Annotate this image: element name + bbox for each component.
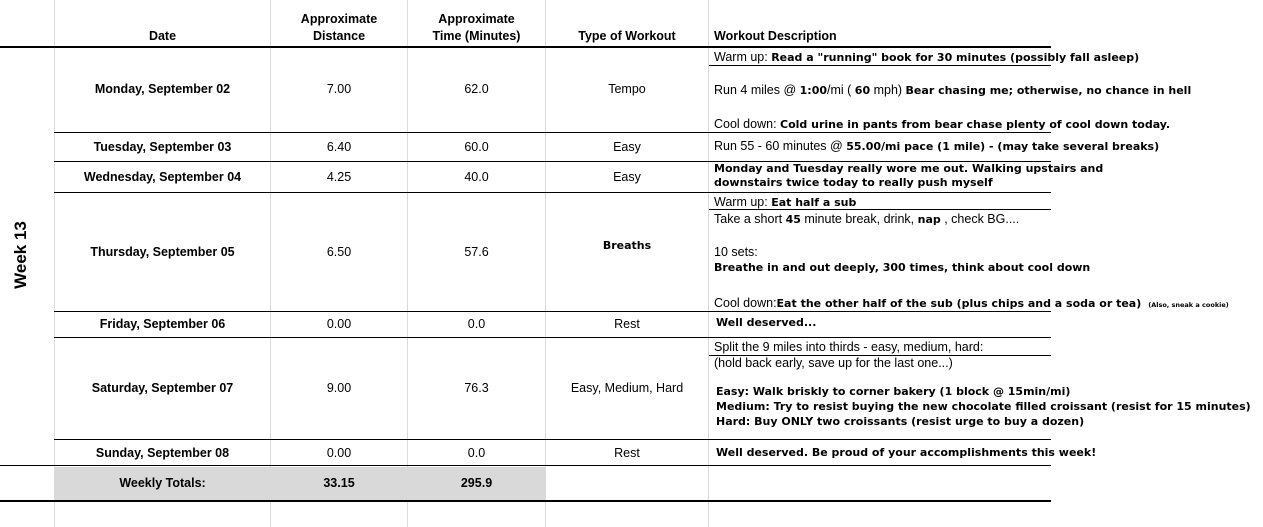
- header-time-line1: Approximate: [438, 12, 515, 26]
- desc-thursday-break: [714, 211, 1019, 228]
- desc-label: Cool down:: [714, 117, 781, 131]
- desc-text: Read a "running" book for 30 minutes (possibly fall asleep): [771, 51, 1140, 64]
- row-date: Wednesday, September 04: [83, 170, 242, 184]
- row-border: [54, 337, 1051, 338]
- row-date: Monday, September 02: [94, 82, 231, 96]
- row-distance: 0.00: [326, 317, 352, 331]
- row-distance: 0.00: [326, 446, 352, 460]
- totals-border: [0, 500, 1051, 502]
- desc-text: minute break, drink,: [800, 212, 918, 226]
- desc-label: Warm up:: [714, 195, 772, 209]
- row-type: Easy: [613, 140, 641, 154]
- desc-saturday-line1: Split the 9 miles into thirds - easy, medium, hard:: [714, 340, 984, 354]
- desc-wednesday-line1: Monday and Tuesday really wore me out. Walking upstairs and: [714, 162, 1104, 175]
- desc-text: (Also, sneak a cookie): [1148, 301, 1229, 309]
- row-type: Breaths: [602, 239, 652, 252]
- desc-saturday-hard: Hard: Buy ONLY two croissants (resist urge to buy a dozen): [716, 415, 1085, 428]
- row-date: Friday, September 06: [99, 317, 226, 331]
- header-distance-line2: Distance: [312, 29, 366, 43]
- row-distance: 7.00: [326, 82, 352, 96]
- desc-friday: Well deserved...: [716, 316, 817, 329]
- totals-distance: 33.15: [323, 476, 355, 490]
- desc-text: 60: [854, 84, 871, 97]
- desc-text: 45: [785, 213, 801, 226]
- desc-underline: [709, 355, 1051, 356]
- desc-thursday-sets: 10 sets:: [714, 245, 758, 259]
- row-time: 40.0: [464, 170, 489, 184]
- row-time: 57.6: [464, 245, 489, 259]
- header-distance-line1: Approximate: [300, 12, 378, 26]
- row-time: 60.0: [464, 140, 489, 154]
- desc-monday-cooldown: [714, 116, 1170, 133]
- desc-sunday: Well deserved. Be proud of your accomplishments this week!: [716, 446, 1097, 459]
- totals-label: Weekly Totals:: [119, 476, 206, 490]
- row-date: Tuesday, September 03: [93, 140, 232, 154]
- row-type: Easy, Medium, Hard: [570, 381, 684, 395]
- desc-saturday-easy: Easy: Walk briskly to corner bakery (1 block @ 15min/mi): [716, 385, 1071, 398]
- desc-saturday-medium: Medium: Try to resist buying the new chocolate filled croissant (resist for 15 minutes): [716, 400, 1251, 413]
- header-description: Workout Description: [714, 29, 837, 43]
- desc-text: mph): [870, 83, 906, 97]
- row-border: [0, 465, 1051, 466]
- row-date: Saturday, September 07: [91, 381, 234, 395]
- desc-text: Run 4 miles @: [714, 83, 800, 97]
- desc-underline: [709, 209, 1051, 210]
- header-time-line2: Time (Minutes): [432, 29, 521, 43]
- desc-text: Take a short: [714, 212, 786, 226]
- desc-text: 1:00: [799, 84, 828, 97]
- week-label: Week 13: [11, 221, 30, 289]
- desc-wednesday-line2: downstairs twice today to really push myself: [714, 176, 993, 189]
- desc-text: nap: [917, 213, 941, 226]
- desc-text: Run 55 - 60 minutes @: [714, 139, 847, 153]
- row-time: 0.0: [467, 317, 486, 331]
- header-type: Type of Workout: [578, 29, 676, 43]
- row-time: 76.3: [464, 381, 489, 395]
- desc-underline: [709, 65, 1051, 66]
- desc-label: Warm up:: [714, 50, 772, 64]
- desc-tuesday: [714, 138, 1159, 155]
- grid-line: [708, 0, 709, 527]
- row-date: Sunday, September 08: [95, 446, 230, 460]
- desc-monday-run: [714, 82, 1191, 99]
- row-distance: 6.40: [326, 140, 352, 154]
- row-type: Tempo: [608, 82, 646, 96]
- row-type: Rest: [614, 446, 640, 460]
- desc-thursday-cooldown: [714, 295, 1229, 313]
- desc-monday-warmup: [714, 49, 1139, 66]
- header-border: [0, 46, 1051, 48]
- desc-text: 55.00/mi pace (1 mile) - (may take several breaks): [846, 140, 1160, 153]
- row-time: 0.0: [467, 446, 486, 460]
- desc-text: Eat the other half of the sub (plus chips and a soda or tea): [776, 297, 1142, 310]
- row-distance: 9.00: [326, 381, 352, 395]
- header-date: Date: [148, 29, 177, 43]
- desc-text: /mi (: [827, 83, 855, 97]
- row-type: Easy: [613, 170, 641, 184]
- desc-label: Cool down:: [714, 296, 777, 310]
- desc-text: Bear chasing me; otherwise, no chance in hell: [905, 84, 1192, 97]
- row-time: 62.0: [464, 82, 489, 96]
- desc-thursday-breathe: Breathe in and out deeply, 300 times, think about cool down: [714, 261, 1091, 274]
- desc-text: Cold urine in pants from bear chase plenty of cool down today.: [780, 118, 1171, 131]
- desc-text: Eat half a sub: [771, 196, 857, 209]
- row-border: [54, 192, 1051, 193]
- desc-saturday-line2: (hold back early, save up for the last one...): [714, 356, 953, 370]
- row-type: Rest: [614, 317, 640, 331]
- row-date: Thursday, September 05: [90, 245, 235, 259]
- row-border: [54, 439, 1051, 440]
- row-distance: 4.25: [326, 170, 352, 184]
- row-distance: 6.50: [326, 245, 352, 259]
- desc-text: , check BG....: [940, 212, 1020, 226]
- totals-time: 295.9: [460, 476, 493, 490]
